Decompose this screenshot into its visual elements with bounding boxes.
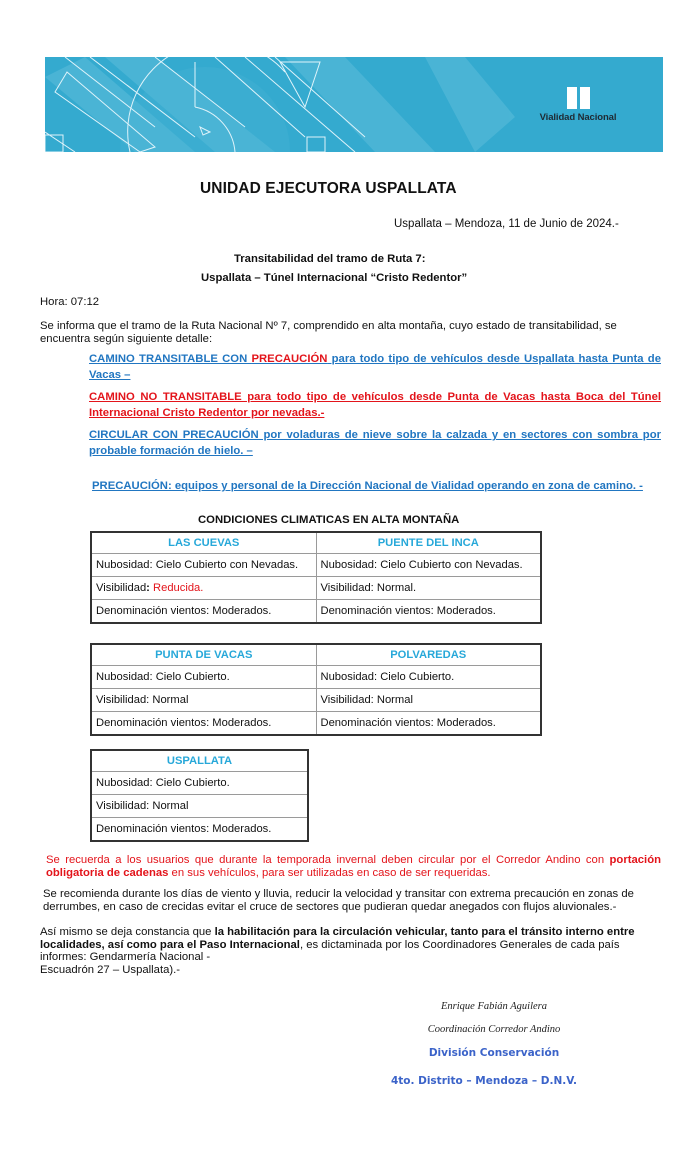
notice-transitable xyxy=(89,352,661,383)
authority-text: Así mismo se deja constancia que xyxy=(40,926,215,938)
chains-reminder xyxy=(46,854,661,880)
header-banner xyxy=(45,57,663,152)
weather-table-las-cuevas-puente-del-inca xyxy=(90,531,542,624)
dateline: Uspallata – Mendoza, 11 de Junio de 2024.- xyxy=(394,218,619,230)
authority-paragraph xyxy=(40,926,660,976)
puente-del-inca-vientos: Denominación vientos: Moderados. xyxy=(316,600,541,624)
signature-role: Coordinación Corredor Andino xyxy=(427,1024,561,1035)
visibilidad-sep: : xyxy=(146,582,154,594)
punta-de-vacas-vientos: Denominación vientos: Moderados. xyxy=(91,712,316,736)
puente-del-inca-nubosidad: Nubosidad: Cielo Cubierto con Nevadas. xyxy=(316,554,541,577)
document-title: UNIDAD EJECUTORA USPALLATA xyxy=(200,180,457,197)
station-header-punta-de-vacas: PUNTA DE VACAS xyxy=(91,644,316,666)
puente-del-inca-visibilidad: Visibilidad: Normal. xyxy=(316,577,541,600)
weather-table-uspallata xyxy=(90,749,309,842)
uspallata-visibilidad: Visibilidad: Normal xyxy=(91,795,308,818)
reminder-text: Se recuerda a los usuarios que durante la temporada invernal deben circular por el Corredor Andino con xyxy=(46,854,610,866)
station-header-puente-del-inca: PUENTE DEL INCA xyxy=(316,532,541,554)
signature-district: 4to. Distrito – Mendoza – D.N.V. xyxy=(390,1075,578,1087)
punta-de-vacas-nubosidad: Nubosidad: Cielo Cubierto. xyxy=(91,666,316,689)
authority-text: , es dictaminada por los Coordinadores Generales de cada país informes: Gendarmería Nacional - xyxy=(40,938,620,963)
vialidad-nacional-logo xyxy=(533,87,623,123)
vialidad-nacional-logo-icon xyxy=(533,87,623,109)
weather-recommendation: Se recomienda durante los días de viento y lluvia, reducir la velocidad y transitar con extrema precaución en zonas de derrumbes, en caso de crecidas evitar el cruce de sectores que pudieran quedar anegados con flujos aluvionales.- xyxy=(43,888,634,913)
logo-text: Vialidad Nacional xyxy=(539,112,617,123)
reminder-emphasis: portación obligatoria de cadenas xyxy=(46,854,661,879)
punta-de-vacas-visibilidad: Visibilidad: Normal xyxy=(91,689,316,712)
polvaredas-vientos: Denominación vientos: Moderados. xyxy=(316,712,541,736)
authority-text: Escuadrón 27 – Uspallata).- xyxy=(40,963,181,976)
authority-emphasis: la habilitación para la circulación vehicular, tanto para el tránsito interno entre localidades, así como para el Paso Internacional xyxy=(40,926,635,951)
uspallata-vientos: Denominación vientos: Moderados. xyxy=(91,818,308,842)
las-cuevas-visibilidad xyxy=(91,577,316,600)
notice-precaucion-highlight: PRECAUCIÓN xyxy=(251,353,328,365)
station-header-las-cuevas: LAS CUEVAS xyxy=(91,532,316,554)
station-header-polvaredas: POLVAREDAS xyxy=(316,644,541,666)
signature-division: División Conservación xyxy=(428,1047,560,1059)
visibilidad-reducida-value: Reducida. xyxy=(153,582,204,594)
notice-circular-precaucion: CIRCULAR CON PRECAUCIÓN por voladuras de nieve sobre la calzada y en sectores con sombra por probable formación de hielo. – xyxy=(89,429,661,457)
las-cuevas-vientos: Denominación vientos: Moderados. xyxy=(91,600,316,624)
intro-paragraph: Se informa que el tramo de la Ruta Nacional Nº 7, comprendido en alta montaña, cuyo estado de transitabilidad, se encuentra según siguiente detalle: xyxy=(40,320,617,345)
visibilidad-label: Visibilidad xyxy=(96,582,147,594)
subtitle-segment: Uspallata – Túnel Internacional “Cristo Redentor” xyxy=(201,272,468,284)
polvaredas-nubosidad: Nubosidad: Cielo Cubierto. xyxy=(316,666,541,689)
notice-personal-operando: PRECAUCIÓN: equipos y personal de la Dirección Nacional de Vialidad operando en zona de camino. - xyxy=(92,480,643,492)
polvaredas-visibilidad: Visibilidad: Normal xyxy=(316,689,541,712)
weather-table-punta-de-vacas-polvaredas xyxy=(90,643,542,736)
notice-no-transitable: CAMINO NO TRANSITABLE para todo tipo de vehículos desde Punta de Vacas hasta Boca del Túnel Internacional Cristo Redentor por nevadas.- xyxy=(89,391,661,419)
las-cuevas-nubosidad: Nubosidad: Cielo Cubierto con Nevadas. xyxy=(91,554,316,577)
conditions-title: CONDICIONES CLIMATICAS EN ALTA MONTAÑA xyxy=(198,514,460,526)
subtitle-route: Transitabilidad del tramo de Ruta 7: xyxy=(234,253,426,265)
report-time: Hora: 07:12 xyxy=(40,296,100,308)
uspallata-nubosidad: Nubosidad: Cielo Cubierto. xyxy=(91,772,308,795)
reminder-text: en sus vehículos, para ser utilizadas en caso de ser requeridas. xyxy=(168,867,491,879)
notice-part: para todo tipo de vehículos desde Uspallata hasta Punta de Vacas – xyxy=(89,353,661,381)
station-header-uspallata: USPALLATA xyxy=(91,750,308,772)
signature-name: Enrique Fabián Aguilera xyxy=(441,1001,547,1012)
notice-part: CAMINO TRANSITABLE CON xyxy=(89,353,252,365)
